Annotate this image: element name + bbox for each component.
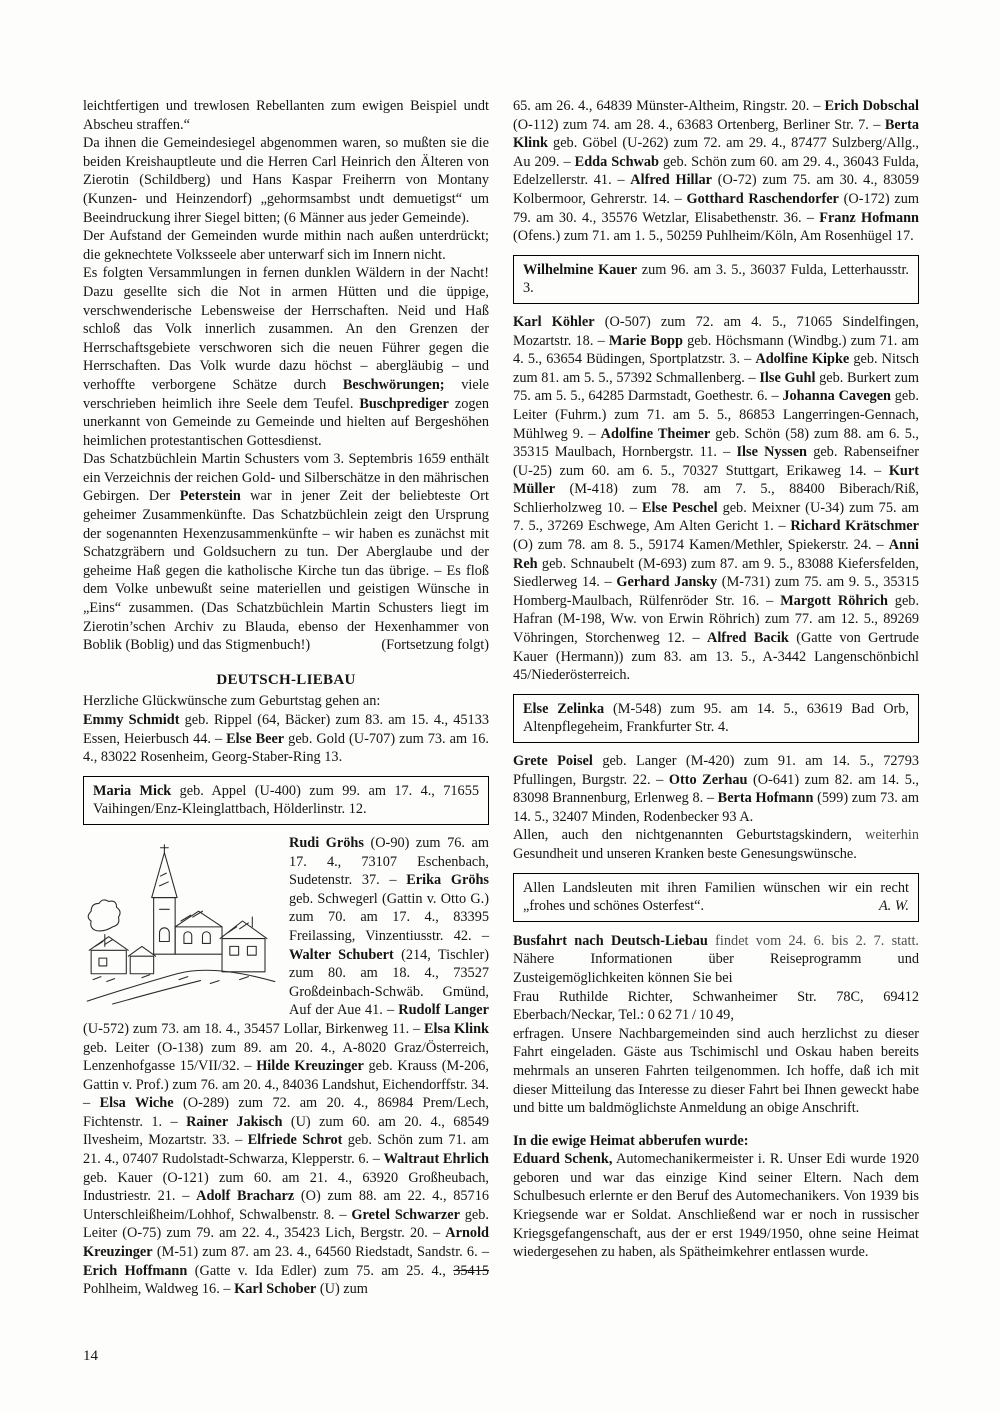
birthday-list: Grete Poisel geb. Langer (M-420) zum 91. am 14. 5., 72793 Pfullingen, Burgstr. 22. – Otto Zerhau (O-641) zum 82. am 14. 5., 83098 Brannenburg, Erlenweg 8. – Berta Hofmann (599) zum 73. am 14. 5., 32407 Minden, Rodenbecker 93 A. — [513, 753, 920, 825]
history-paragraph: Es folgten Versammlungen in fernen dunklen Wäldern in der Nacht! Dazu gesellte sich die Not in armen Hütten und die üppige, verschwenderische Lebensweise der Herrschaften. Neid und Haß schloß das Volk innerlich zusammen. An den Grenzen der Herrschaftsgebiete verschworen sich die neuen Führer gegen die Herrschaften. Das Volk wurde dazu höchst – abergläubig – und verhoffte verborgene Schätze durch Beschwörungen; viele verschrieben heimlich ihre Seele dem Teufel. Buschprediger zogen unerkannt von Gemeinde zu Gemeinde und hielten auf Bergeshöhen heimlichen protestantischen Gottesdienst. — [83, 265, 490, 449]
birthday-list-with-illustration — [83, 834, 489, 1299]
page-number: 14 — [83, 1348, 98, 1364]
highlight-box-else-zelinka — [513, 694, 919, 743]
birthday-list: Karl Köhler (O-507) zum 72. am 4. 5., 71065 Sindelfingen, Mozartstr. 18. – Marie Bopp geb. Höchsmann (Windbg.) zum 71. am 4. 5., 63654 Büdingen, Sportplatzstr. 3. – Adolfine Kipke geb. Nitsch zum 81. am 5. 5., 57392 Schmallenberg. – Ilse Guhl geb. Burkert zum 75. am 5. 5., 64285 Darmstadt, Goethestr. 6. – Johanna Cavegen geb. Leiter (Fuhrm.) zum 71. am 5. 5., 86853 Langerringen-Gennach, Mühlweg 9. – Adolfine Theimer geb. Schön (58) zum 88. am 6. 5., 35315 Maulbach, Hornbergstr. 11. – Ilse Nyssen geb. Rabenseifner (U-25) zum 60. am 6. 5., 70327 Stuttgart, Erikaweg 14. – Kurt Müller (M-418) zum 78. am 7. 5., 88400 Biberach/Riß, Schlierholzweg 10. – Else Peschel geb. Meixner (U-34) zum 75. am 7. 5., 37269 Eschwege, Am Alten Gericht 1. – Richard Krätschmer (O) zum 78. am 8. 5., 59174 Kamen/Methler, Spiekerstr. 24. – Anni Reh geb. Schnaubelt (M-693) zum 87. am 9. 5., 83088 Kiefersfelden, Siedlerweg 14. – Gerhard Jansky (M-731) zum 75. am 9. 5., 35315 Homberg-Maulbach, Rülfenröder Str. 16. – Margott Röhrich geb. Hafran (M-198, Ww. von Erwin Röhrich) zum 77. am 12. 5., 89269 Vöhringen, Storchenweg 12. – Alfred Bacik (Gatte von Gertrude Kauer (Hermann)) zum 83. am 13. 5., A-3442 Langenschönbichl 45/Niederösterreich. — [513, 313, 920, 684]
boxed-birthday-entry: Wilhelmine Kauer zum 96. am 3. 5., 36037 Fulda, Letterhausstr. 3. — [523, 261, 909, 297]
left-column — [83, 97, 489, 1299]
boxed-birthday-entry: Else Zelinka (M-548) zum 95. am 14. 5., 63619 Bad Orb, Altenpflegeheim, Frankfurter Str. 4. — [523, 700, 909, 736]
birthday-intro: Herzliche Glückwünsche zum Geburtstag gehen an: — [83, 693, 381, 710]
bus-trip-announcement: Busfahrt nach Deutsch-Liebau findet vom 24. 6. bis 2. 7. statt. Nähere Informationen über Reiseprogramm und Zusteigemöglichkeiten können Sie bei Frau Ruthilde Richter, Schwanheimer Str. 78C, 69412 Eberbach/Neckar, Tel.: 0 62 71 / 10 49, erfragen. Unsere Nachbargemeinden sind auch herzlichst zu dieser Fahrt eingeladen. Gäste aus Tschimischl und Oskau haben bereits mehrmals an unseren Fahrten teilgenommen. Ich hoffe, daß ich mit dieser Mitteilung das Interesse zu dieser Fahrt bei Ihnen geweckt habe und bitte um baldmöglichste Anmeldung an obige Anschrift. — [513, 932, 919, 1117]
section-heading-deutsch-liebau: DEUTSCH-LIEBAU — [216, 671, 356, 688]
history-paragraph: leichtfertigen und trewlosen Rebellanten zum ewigen Beispiel undt Abscheu straffen.“ — [83, 98, 489, 133]
right-column — [513, 97, 919, 1299]
history-paragraph: Der Aufstand der Gemeinden wurde mithin nach außen unterdrückt; die geknechtete Volksseele aber unterwarf sich im Innern nicht. — [83, 228, 489, 263]
easter-greeting-box — [513, 873, 919, 922]
history-paragraph-with-continuation-note: Das Schatzbüchlein Martin Schusters vom 3. Septembris 1659 enthält ein Verzeichnis der reichen Gold- und Silberschätze in den mährischen Gebirgen. Der Peterstein war in jener Zeit der beliebteste Ort geheimer Zusammenkünfte. Das Schatzbüchlein zeigt den Ursprung der sogenannten Hexenzusammenkünfte – wir haben es zunächst mit Schatzgräbern und Goldsuchern zu tun. Der Aberglaube und der geheime Haß gegen die katholische Kirche tun das übrige. – Es floß dem Volke unbewußt seine materiellen und geistigen Wünsche in „Eins“ zusammen. (Das Schatzbüchlein Martin Schusters liegt im Zierotin’schen Archiv zu Blauda, ebenso der Hexenhammer von Boblik (Boblig) und das Stigmenbuch!) (Fortsetzung folgt) — [83, 451, 489, 654]
obituary-text: Eduard Schenk, Automechanikermeister i. R. Unser Edi wurde 1920 geboren und war das einzige Kind seiner Eltern. Nach dem Schulbesuch erlernte er den Beruf des Automechanikers. Von 1939 bis Kriegsende war er Soldat. Anschließend war er noch in russischer Kriegsgefangenschaft, aus der er erst 1949/1950, ohne seine Heimat wiedergesehen zu haben, als Spätheimkehrer entlassen wurde. — [513, 1151, 920, 1261]
history-paragraph: Da ihnen die Gemeindesiegel abgenommen waren, so mußten sie die beiden Kreishauptleute und die Herren Carl Heinrich den Älteren von Zierotin (Schildberg) und Hans Kaspar Freiherrn von Montany (Kunzen- und Heinzendorf) „gehormsambst undt demuetigst“ um Beeindruckung ihrer Siegel bitten; (6 Männer aus jeder Gemeinde). — [83, 135, 489, 226]
village-church-illustration — [83, 837, 279, 1005]
birthday-list: Emmy Schmidt geb. Rippel (64, Bäcker) zum 83. am 15. 4., 45133 Essen, Heierbusch 44. – Else Beer geb. Gold (U-707) zum 73. am 16. 4., 83022 Rosenheim, Georg-Staber-Ring 13. — [83, 712, 490, 766]
highlight-box-wilhelmine-kauer — [513, 255, 919, 304]
obituary-heading: In die ewige Heimat abberufen wurde: — [513, 1132, 749, 1149]
easter-greeting-text: Allen Landsleuten mit ihren Familien wünschen wir ein recht „frohes und schönes Osterfest“. A. W. — [523, 879, 909, 915]
boxed-birthday-entry: Maria Mick geb. Appel (U-400) zum 99. am 17. 4., 71655 Vaihingen/Enz-Kleinglattbach, Hölderlinstr. 12. — [93, 782, 480, 818]
birthday-list-continued: 65. am 26. 4., 64839 Münster-Altheim, Ringstr. 20. – Erich Dobschal (O-112) zum 74. am 28. 4., 63683 Ortenberg, Berliner Str. 7. – Berta Klink geb. Göbel (U-262) zum 72. am 29. 4., 87477 Sulzberg/Allg., Au 209. – Edda Schwab geb. Schön zum 60. am 29. 4., 36043 Fulda, Edelzellerstr. 41. – Alfred Hillar (O-72) zum 75. am 30. 4., 83059 Kolbermoor, Gehrerstr. 14. – Gotthard Raschendorfer (O-172) zum 79. am 30. 4., 35576 Wetzlar, Elisabethenstr. 36. – Franz Hofmann (Ofens.) zum 71. am 1. 5., 50259 Puhlheim/Köln, Am Rosenhügel 17. — [513, 98, 919, 245]
highlight-box-maria-mick — [83, 776, 489, 825]
closing-wishes: Allen, auch den nichtgenannten Geburtstagskindern, weiterhin Gesundheit und unseren Kranken beste Genesungswünsche. — [513, 827, 919, 862]
birthday-list-continued: Rudi Gröhs (O-90) zum 76. am 17. 4., 73107 Eschenbach, Sudetenstr. 37. – Erika Gröhs geb. Schwegerl (Gattin v. Otto G.) zum 70. am 17. 4., 83395 Freilassing, Vinzentiusstr. 42. – Walter Schubert (214, Tischler) zum 80. am 18. 4., 73527 Großdeinbach-Schwäb. Gmünd, Auf der Aue 41. – Rudolf Langer (U-572) zum 73. am 18. 4., 35457 Lollar, Birkenweg 11. – Elsa Klink geb. Leiter (O-138) zum 89. am 20. 4., A-8020 Graz/Österreich, Lenzenhofgasse 15/VII/32. – Hilde Kreuzinger geb. Krauss (M-206, Gattin v. Prof.) zum 76. am 20. 4., 84036 Landshut, Eichendorffstr. 34. – Elsa Wiche (O-289) zum 72. am 20. 4., 86984 Prem/Lech, Fichtenstr. 1. – Rainer Jakisch (U) zum 60. am 20. 4., 68549 Ilvesheim, Mozartstr. 33. – Elfriede Schrot geb. Schön zum 71. am 21. 4., 07407 Rudolstadt-Schwarza, Klepperstr. 6. – Waltraut Ehrlich geb. Kauer (O-121) zum 60. am 21. 4., 63920 Großheubach, Industriestr. 21. – Adolf Bracharz (O) zum 88. am 22. 4., 85716 Unterschleißheim/Lohhof, Schwalbenstr. 8. – Gretel Schwarzer geb. Leiter (O-75) zum 79. am 22. 4., 35423 Lich, Bergstr. 20. – Arnold Kreuzinger (M-51) zum 87. am 23. 4., 64560 Riedstadt, Sandstr. 6. – Erich Hoffmann (Gatte v. Ida Edler) zum 75. am 25. 4., 35415 Pohlheim, Waldweg 16. – Karl Schober (U) zum — [83, 834, 490, 1298]
two-column-layout — [83, 97, 919, 1299]
